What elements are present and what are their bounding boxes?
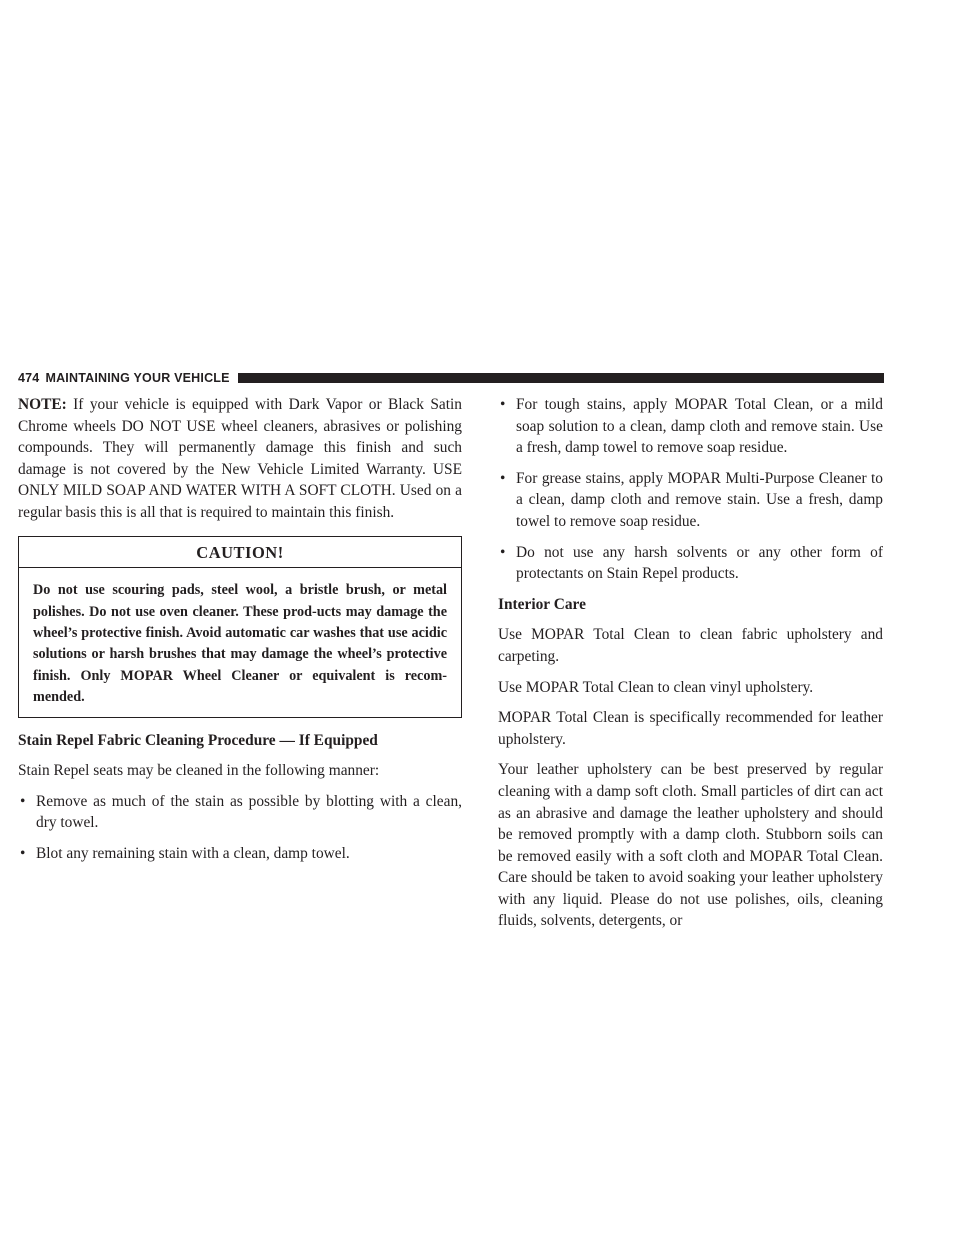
- list-item-text: Remove as much of the stain as possible by blotting with a clean, dry towel.: [36, 792, 462, 832]
- stain-repel-list-continued: [498, 394, 883, 585]
- list-item: [498, 394, 883, 459]
- stain-repel-heading: Stain Repel Fabric Cleaning Procedure — If Equipped: [18, 731, 378, 749]
- list-item-text: For grease stains, apply MOPAR Multi-Purpose Cleaner to a clean, damp cloth and remove stain. Use a fresh, damp towel to remove soap residue.: [516, 469, 883, 530]
- caution-text: Do not use scouring pads, steel wool, a bristle brush, or metal polishes. Do not use oven cleaner. These prod-ucts may damage the wheel’s protective finish. Avoid automatic car washes that use acidic solutions or harsh brushes that may damage the wheel’s protective finish. Only MOPAR Wheel Cleaner or equivalent is recom-mended.: [33, 582, 447, 706]
- bullet-glyph: •: [20, 792, 26, 810]
- right-column: [498, 394, 883, 941]
- list-item-text: For tough stains, apply MOPAR Total Clean, or a mild soap solution to a clean, damp cloth and remove stain. Use a fresh, damp towel to remove soap residue.: [516, 396, 883, 457]
- list-item-text: Do not use any harsh solvents or any other form of protectants on Stain Repel products.: [516, 543, 883, 583]
- interior-paragraph-leather-care: Your leather upholstery can be best preserved by regular cleaning with a damp soft cloth. Small particles of dirt can act as an abrasive and damage the leather upholstery and should be removed promptly with a damp cloth. Stubborn soils can be removed easily with a soft cloth and MOPAR Total Clean. Care should be taken to avoid soaking your leather upholstery with any liquid. Please do not use polishes, oils, cleaning fluids, solvents, detergents, or: [498, 761, 883, 930]
- page-header: [18, 370, 884, 386]
- left-column: [18, 394, 462, 874]
- interior-paragraph-fabric: Use MOPAR Total Clean to clean fabric upholstery and carpeting.: [498, 626, 883, 665]
- stain-repel-intro: Stain Repel seats may be cleaned in the following manner:: [18, 762, 380, 780]
- note-text: If your vehicle is equipped with Dark Vapor or Black Satin Chrome wheels DO NOT USE wheel cleaners, abrasives or polishing compounds. They will permanently damage this finish and such damage is not covered by the New Vehicle Limited Warranty. USE ONLY MILD SOAP AND WATER WITH A SOFT CLOTH. Used on a regular basis this is all that is required to maintain this finish.: [18, 396, 462, 521]
- caution-box: [18, 536, 462, 718]
- bullet-glyph: •: [500, 396, 506, 413]
- list-item: [498, 468, 883, 533]
- page-number: 474: [18, 371, 40, 385]
- interior-paragraph-vinyl: Use MOPAR Total Clean to clean vinyl upholstery.: [498, 678, 814, 696]
- section-title: MAINTAINING YOUR VEHICLE: [45, 371, 230, 385]
- header-rule: [238, 373, 884, 383]
- note-paragraph: [18, 394, 462, 524]
- list-item: [18, 791, 462, 834]
- bullet-glyph: •: [500, 469, 506, 487]
- bullet-glyph: •: [500, 543, 506, 561]
- list-item-text: Blot any remaining stain with a clean, damp towel.: [36, 844, 350, 862]
- interior-care-heading: Interior Care: [498, 595, 586, 613]
- list-item: [498, 542, 883, 585]
- stain-repel-list: [18, 791, 462, 865]
- interior-paragraph-leather: MOPAR Total Clean is specifically recommended for leather upholstery.: [498, 709, 883, 748]
- note-label: NOTE:: [18, 396, 67, 413]
- bullet-glyph: •: [20, 844, 26, 862]
- list-item: [18, 843, 462, 865]
- caution-title: CAUTION!: [19, 537, 461, 569]
